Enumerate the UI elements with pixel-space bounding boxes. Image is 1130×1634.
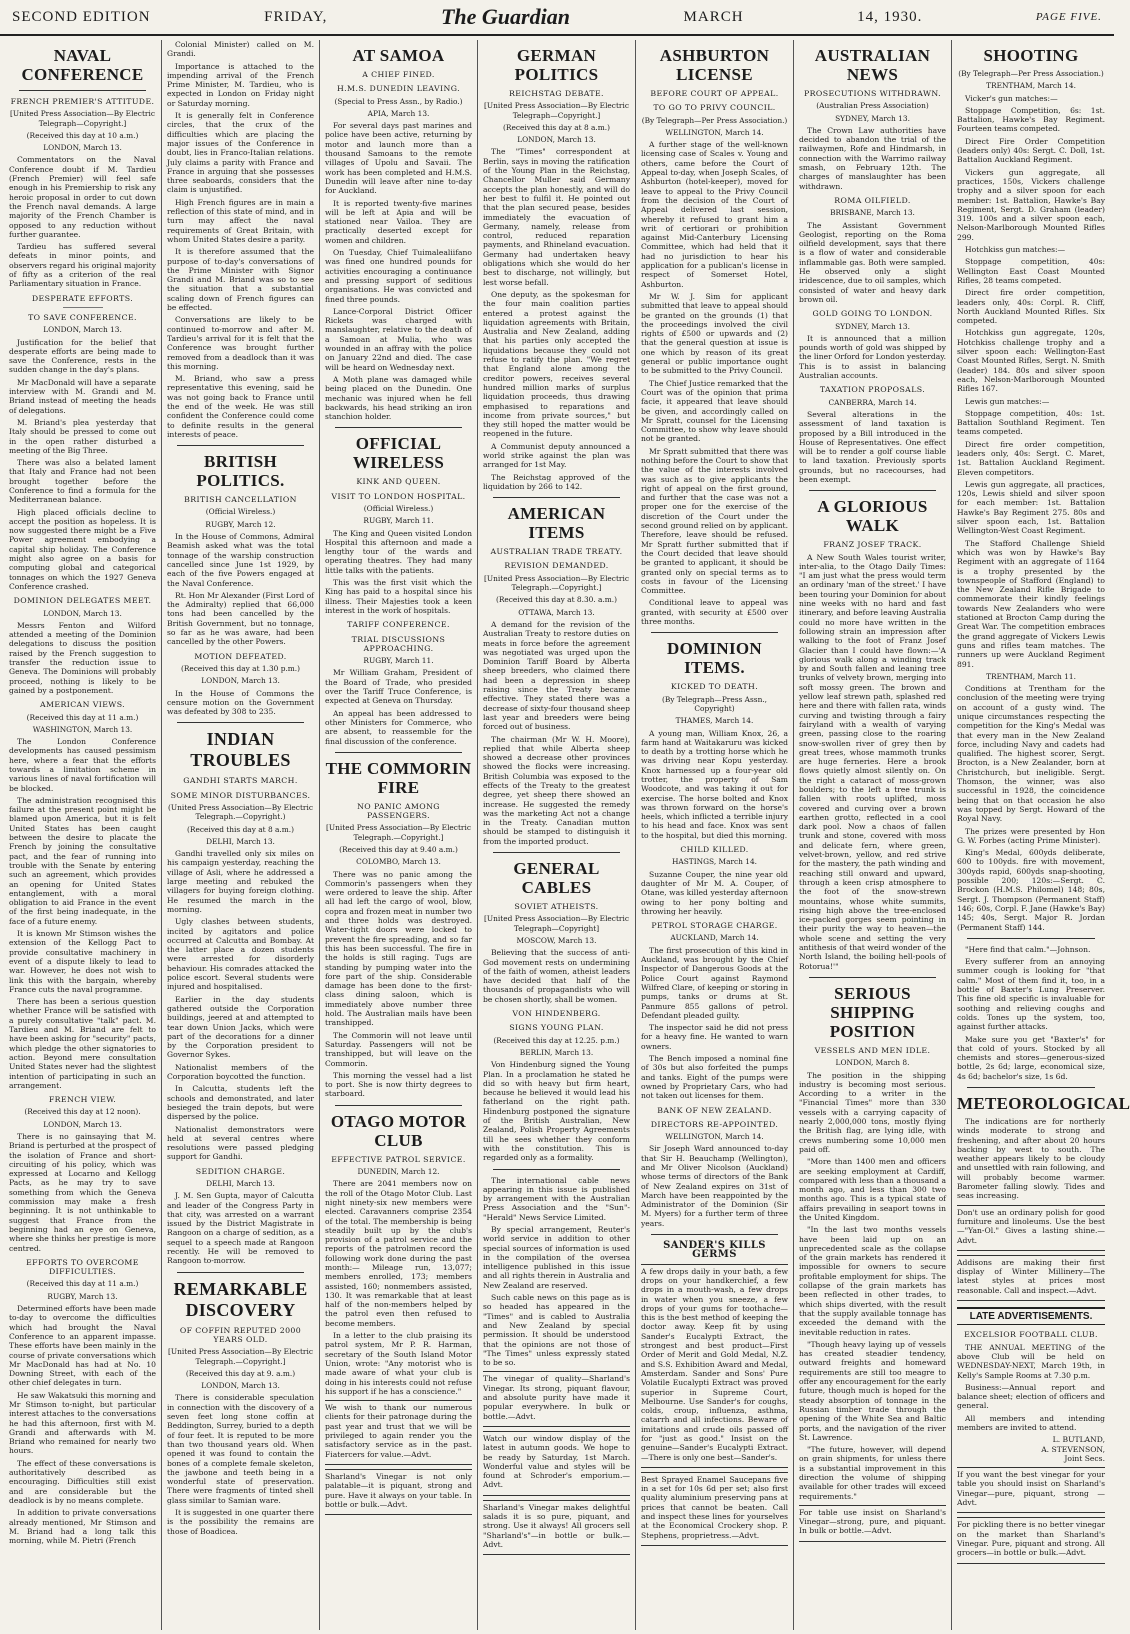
- headline-general-cables: GENERAL CABLES: [513, 859, 600, 898]
- subhead: CHILD KILLED.: [680, 845, 749, 855]
- dateline: RUGBY, March 11.: [363, 516, 434, 526]
- divider: [809, 490, 936, 491]
- paragraph: A demand for the revision of the Australian Treaty to restore duties on meats in force before the agreement was negotiated was urged upon the Dominion Tariff Board by Alberta sheep breeders, who claimed there had been a depression in sheep raising since the Treaty became effective. They stated there was a decrease of sixty-four thousand sheep last year and breeders were being forced out of business.: [483, 619, 630, 732]
- subhead: DIRECTORS RE-APPOINTED.: [650, 1119, 779, 1129]
- headline-serious-shipping: SERIOUS SHIPPING POSITION: [829, 983, 916, 1041]
- paragraph: Hotchkiss gun aggregate, 120s, Hotchkiss challenge trophy and a silver spoon each: Wellington-East Coast Mounted Rifles, Sergt. N. Smith (leader) 184. 80s and silver spoon each, Nelson-Marlborough Mounted Rifles 167.: [957, 328, 1105, 394]
- subhead: OF COFFIN REPUTED 2000 YEARS OLD.: [179, 1325, 302, 1344]
- divider: [177, 445, 304, 446]
- subhead: FRENCH VIEW.: [48, 1095, 117, 1105]
- dateline: DUNEDIN, March 12.: [357, 1167, 440, 1177]
- advertisement: [957, 1205, 1105, 1251]
- subhead: SIGNS YOUNG PLAN.: [509, 1023, 604, 1033]
- advertisement: [957, 1255, 1105, 1301]
- dateline: WASHINGTON, March 13.: [32, 724, 133, 734]
- paragraph: On Tuesday, Chief Tuimalealiifano was fined one hundred pounds for activities encouraging a continuance and pressing support of seditious organisations. He was convicted and fined three pounds.: [325, 248, 472, 304]
- credit-line: (Australian Press Association): [816, 101, 929, 111]
- paragraph: The effect of these conversations is authoritatively described as encouraging. Difficulties still exist and are considerable but the deadlock is by no means complete.: [9, 1458, 156, 1505]
- paragraph: The Chief Justice remarked that the Court was of the opinion that prima facie, it appeared that leave should be given, and accordingly called on Mr Spratt, counsel for the Licensing Committee, to show why leave should not be granted.: [641, 378, 788, 444]
- paragraph: Mr MacDonald will have a separate interview with M. Grandi and M. Briand instead of meeting the heads of delegations.: [9, 377, 156, 415]
- month-label: MARCH: [683, 8, 744, 25]
- dateline: BRISBANE, March 13.: [830, 208, 915, 218]
- dateline: AUCKLAND, March 14.: [670, 933, 759, 943]
- subhead: BRITISH CANCELLATION: [184, 495, 297, 505]
- column-4: [478, 40, 636, 1630]
- headline-shooting: SHOOTING: [983, 46, 1079, 65]
- page-columns: [4, 40, 1130, 1630]
- subhead: VESSELS AND MEN IDLE.: [814, 1045, 931, 1055]
- dateline: RUGBY, March 12.: [205, 519, 276, 529]
- divider: [335, 752, 462, 753]
- paragraph: Lewis gun matches:—: [965, 396, 1050, 406]
- credit-line: [United Press Association—By Electric Telegraph.—Copyright.]: [168, 1347, 313, 1366]
- edition-label: SECOND EDITION: [12, 8, 151, 25]
- paragraph: "In the last two months vessels have been laid up on an unprecedented scale as the collapse of the grain markets has rendered it impossible for owners to secure profitable employment for ships. The collapse of the grain markets has been reflected in other trades, to which ships diverted, with the result that the supply available tonnage has exceeded the demand with the inevitable reduction in rates.: [799, 1225, 946, 1337]
- paragraph: Nationalist demonstrators were held at several centres where resolutions were passed pledging support for Gandhi.: [167, 1124, 314, 1162]
- column-7: [952, 40, 1130, 1630]
- advertisement-text: Sharland's Vinegar makes delightful salads it is so pure, piquant, and strong. Use it always! All grocers sell "Sharland's"—in bottle or bulk.—Advt.: [483, 1502, 630, 1549]
- subhead: ROMA OILFIELD.: [834, 195, 911, 205]
- paragraph: The King and Queen visited London Hospital this afternoon and made a lengthy tour of the wards and operating theatres. They had many little talks with the patients.: [325, 528, 472, 575]
- divider: [493, 852, 620, 853]
- advertisement-text: The vinegar of quality—Sharland's Vinegar. Its strong, piquant flavour, and absolute purity have made it popular everywhere. In bulk or bottle.—Advt.: [483, 1374, 630, 1421]
- paragraph: There has been a serious question whether France will be satisfied with a purely consultative "talk" pact. M. Tardieu and M. Briand are felt to have been asking for "security" pacts, which pledge the other signatories to action. Beyond mere consultation United States never had the slightest intention of participating in such an arrangement.: [9, 997, 156, 1090]
- advertisement: [799, 1505, 946, 1542]
- paragraph: There is considerable speculation in connection with the discovery of a seven feet long stone coffin at Beddington, Surrey, buried to a depth of four feet. It is reputed to be more than two thousand years old. When opened it was found to contain the bones of a complete female skeleton, the jawbone and teeth being in a wonderful state of preservation. There were fragments of tinted shell glass similar to Samian ware.: [167, 1393, 314, 1505]
- credit-line: [United Press Association—By Electric Telegraph—Copyright.]: [484, 101, 629, 120]
- dateline: LONDON, March 13.: [43, 325, 122, 335]
- paragraph: Vicker's gun matches:—: [965, 93, 1058, 103]
- subhead: TO GO TO PRIVY COUNCIL.: [653, 103, 776, 113]
- credit-line: [United Press Association—By Electric Telegraph.—Copyright.]: [326, 823, 471, 842]
- subhead: REICHSTAG DEBATE.: [509, 89, 604, 98]
- paragraph: Mr W. J. Sim for applicant submitted that leave to appeal should be granted on the grounds (1) that the proceedings involved the civil rights of £500 or upwards and (2) that the general question at issue is one which by reason of its great general or public importance ought to be submitted to the Privy Council.: [641, 291, 788, 376]
- paragraph: In addition to private conversations already mentioned, Mr Stimson and M. Briand had a long talk this morning, while M. Pietri (French: [9, 1508, 156, 1546]
- headline-otago-motor-club: OTAGO MOTOR CLUB: [330, 1111, 467, 1150]
- paragraph: In the House of Commons, Admiral Beamish asked what was the total tonnage of the warship construction cancelled since June 1st 1929, by each of the five Powers engaged at the Naval Conference.: [167, 532, 314, 588]
- paragraph: The Commorin will not leave until Saturday. Passengers will not be transhipped, but will leave on the Commorin.: [325, 1030, 472, 1068]
- paragraph: The Reichstag approved of the liquidation by 266 to 142.: [483, 472, 630, 491]
- column-6: [794, 40, 952, 1630]
- dateline: APIA, March 13.: [367, 108, 430, 118]
- paragraph: A further stage of the well-known licensing case of Scales v. Young and others, came before the Court of Appeal to-day, when Joseph Scales, of Ashburton (hotel-keeper), moved for leave to appeal to the Privy Council from the decision of the Court of Appeal delivered last session, whereby it refused to grant him a writ of certiorari or prohibition against Mid-Canterbury Licensing Committee, which had held that it had no jurisdiction to hear his application for a publican's license in respect of Somerset Hotel, Ashburton.: [641, 140, 788, 289]
- advertisement: [483, 1431, 630, 1496]
- headline-commorin-fire: THE COMMORIN FIRE: [325, 758, 472, 797]
- received-line: (Received this day at 11 a.m.): [26, 1279, 139, 1289]
- paragraph: This morning the vessel had a list to port. She is now thirty degrees to starboard.: [325, 1070, 472, 1099]
- advertisement: [957, 1467, 1105, 1513]
- paragraph: By special arrangement, Reuter's world service in addition to other special sources of information is used in the compilation of the oversea intelligence published in this issue and all rights therein in Australia and New Zealand are reserved.: [483, 1224, 630, 1290]
- credit-line: (By Telegraph—Per Press Association.): [958, 69, 1104, 78]
- paragraph: A New South Wales tourist writer, inter-alia, to the Otago Daily Times: "I am just what the press would term an ordinary 'man of the street.' I have been touring your Dominion for about nine weeks with no hard and fast itinerary, and before leaving Australia could no more have written in the following strain an impression after walking to the foot of Franz Josef Glacier than I could have flown:—'A glorious walk along a winding track by and South fallen and leaning tree trunks of velvety brown, merging into soft mossy green. The brown and yellow leaf strewn path, splashed red here and there with fallen rata, winds curving and twisting through a fairy fairyland with a wealth of varying green, passing close to the roaring snow-swollen river of grey then by great trees, whose mammoth trunks are huge ferneries. Here a brook flows quietly almost silently on. On the right a cataract of moss-grown boulders; to the left a tree trunk is fallen with roots uplifted, moss covered and curving over a brown earthen grotto, reflected in a cool dark pool. Now a chaos of fallen trunk and stone, covered with moss and delicate fern, where green, velvet-brown, yellow, and red strive for the mastery, the path winding and reaching still onward and upward, through a keen crisp atmosphere to the foot of the snow-strewn mountains, whose white summits, rising high above the tree-enclosed ice-packed gorges seem pointing in their purity the way to heaven—the whole scene and setting the very antithesis of that weird wonder of the North Island, the boiling hell-pools of Rotorua!'": [799, 552, 946, 971]
- divider: [19, 90, 146, 91]
- dateline: DELHI, March 13.: [206, 836, 275, 846]
- paragraph: This was the first visit which the King has paid to a hospital since his illness. Their Majesties took a keen interest in the work of hospitals.: [325, 578, 472, 615]
- paragraph: Make sure you get "Baxter's" for that cold of yours. Stocked by all chemists and stores—generous-sized bottle, 2s 6d; large, economical size, 4s 6d; bachelor's size, 1s 6d.: [957, 1034, 1105, 1081]
- received-line: (Received this day at 8 a.m.): [187, 824, 294, 834]
- paragraph: Suzanne Couper, the nine year old daughter of Mr M. A. Couper, of Otane, was killed yesterday afternoon owing to her pony bolting and throwing her heavily.: [641, 869, 788, 916]
- paragraph: Stoppage competition, 40s: 1st. Battalion Southland Regiment. Ten teams competed.: [957, 408, 1105, 437]
- paragraph: The chairman (Mr W. H. Moore), replied that while Alberta sheep showed a decrease other provinces showed the flocks were increasing. British Columbia was exposed to the effects of the Treaty to the greatest degree, yet sheep there showed an increase. He suggested the remedy was the marketing Act not a change in the Treaty. Canadian mutton should be stamped to distinguish it from the imported product.: [483, 734, 630, 846]
- received-line: (Received this day at 9.40 a.m.): [339, 845, 458, 854]
- paragraph: Direct Fire Order Competition (leaders only) 40s: Sergt. C. Doll, 1st. Battalion Auckland Regiment.: [957, 136, 1105, 165]
- subhead: EFFORTS TO OVERCOME DIFFICULTIES.: [26, 1257, 139, 1277]
- headline-australian-news: AUSTRALIAN NEWS: [814, 46, 931, 84]
- paragraph: For several days past marines and police have been active, returning by motor and launch more than a thousand Samoans to the remote villages of Upolu and Savaii. The work has been completed and H.M.S. Dunedin will leave after nine to-day for Auckland.: [325, 121, 472, 196]
- paragraph: There was no panic among the Commorin's passengers when they were ordered to leave the ship. After all had left the cargo of wool, blow, copra and frozen meat in number two and three holds was destroyed. Water-tight doors were locked to prevent the fire spreading, and so far this has been successful. The fire in the holds is still raging. Tugs are standing by pumping water into the fore part of the ship. Considerable damage has been done to the first-class dining saloon, which is immediately above number three hold. The Australian mails have been transhipped.: [325, 869, 472, 1028]
- column-3: [320, 40, 478, 1630]
- paragraph: The first prosecution of this kind in Auckland, was brought by the Chief Inspector of Dangerous Goods at the Police Court against Raymond Wilfred Clare, of keeping or storing in pumps, tanks or drums at St. Panmure 855 gallons of petrol. Defendant pleaded guilty.: [641, 945, 788, 1020]
- paragraph: The administration recognised this failure at the present point might be blamed upon America, but it is felt United States has been caught between the desire to placate the French by joining the consultative pact, and the fear of running into trouble with the Senate by entering such an agreement, which provides an opening for United States entanglement, with a moral obligation to aid France in the event of the first being inadequate, in the face of a future enemy.: [9, 795, 156, 926]
- received-line: (Received this day at 8 a.m.): [503, 122, 610, 132]
- subhead: REVISION DEMANDED.: [504, 561, 609, 571]
- credit-line: [United Press Association—By Electric Telegraph.—Copyright.]: [484, 573, 629, 593]
- received-line: (Received this day at 9. a.m.): [185, 1368, 296, 1378]
- dateline: RUGBY, March 13.: [47, 1291, 118, 1301]
- paragraph: Conditions at Trentham for the conclusion of the meeting were trying on account of a gusty wind. The unique circumstances respecting the competition for the King's Medal was that every man in the New Zealand force, including Navy and cadets had qualified. The highest scorer, Sergt. Brocton, is a New Zealander, born at Christchurch, but ineligible. Sergt. Thomson, the winner, was also successful in 1928, the coincidence being that on that occasion he also was topped by Sergt. Howard of the Royal Navy.: [957, 684, 1105, 824]
- advertisement-text: Watch our window display of the latest in autumn goods. We hope to be ready by Saturday, 1st March. Wonderful value and styles will be found at Schroder's emporium.—Advt.: [483, 1433, 630, 1490]
- headline-meteorological: METEOROLOGICAL: [957, 1093, 1130, 1113]
- credit-line: (By Telegraph—Per Press Association.): [641, 115, 788, 125]
- headline-glorious-walk: A GLORIOUS WALK: [817, 497, 928, 536]
- paragraph: Such cable news on this page as is so headed has appeared in the "Times" and is cabled to Australia and New Zealand by special permission. It should be understood that the opinions are not those of "The Times" unless expressly stated to be so.: [483, 1293, 630, 1368]
- paragraph: The position in the shipping industry is becoming most serious. According to a writer in the "Financial Times" more than 330 vessels with a carrying capacity of nearly 2,000,000 tons, mostly flying the British flag, are lying idle, with crews numbering some 10,000 men paid off.: [799, 1070, 946, 1154]
- divider: [967, 938, 1095, 939]
- subhead: TARIFF CONFERENCE.: [347, 620, 450, 630]
- paragraph: The London Conference developments has caused pessimism here, where a fear that the efforts towards a limitation scheme in various lines of naval fortification will be blocked.: [9, 737, 156, 793]
- dateline: SYDNEY, March 13.: [835, 113, 910, 123]
- paragraph: M. Briand, who saw a press representative this evening, said he was not going back to France until the end of the week. He was still confident the Conference could come to definite results in the general interests of peace.: [167, 374, 314, 439]
- paragraph: Vickers gun aggregate, all practices, 150s, Vickers challenge trophy and a silver spoon for each member: 1st. Battalion, Hawke's Bay Regiment, Sergt. D. Graham (leader) 319. 100s and a silver spoon each, Nelson-Marlborough Mounted Rifles 299.: [957, 167, 1105, 242]
- paragraph: Hotchkiss gun matches:—: [965, 245, 1066, 255]
- paragraph: M. Briand's plea yesterday that Italy should be pressed to come out in the open rather disturbed a meeting of the Big Three.: [9, 417, 156, 455]
- masthead: [0, 0, 1114, 36]
- paragraph: It is suggested in one quarter there is the possibility the remains are those of Boadicea.: [167, 1508, 314, 1536]
- paragraph: There is no gainsaying that M. Briand is perturbed at the prospect of the isolation of France and short-circuiting of his policy, which was expressed at Locarno and Kellogg Pacts, as he may try to save something from which the Geneva commission may make a fresh beginning. It is not unthinkable to suggest that France from the beginning had an eye on Geneva, where she thinks her prestige is more centred.: [9, 1131, 156, 1253]
- paragraph: THE ANNUAL MEETING of the above Club will be held on WEDNESDAY-NEXT, March 19th, in Kelly's Sample Rooms at 7.30 p.m.: [957, 1342, 1105, 1380]
- divider: [651, 632, 778, 633]
- subhead: DESPERATE EFFORTS.: [31, 293, 134, 303]
- paragraph: The international cable news appearing in this issue is published by arrangement with the Australian Press Association and the "Sun"-"Herald" News Service Limited.: [483, 1175, 630, 1222]
- paragraph: In a letter to the club praising its patrol system, Mr P. R. Harman, secretary of the South Island Motor Union, wrote: "Any motorist who is made aware of what your club is doing in his interests could not refuse his support if he has a conscience.": [325, 1331, 472, 1396]
- subhead: H.M.S. DUNEDIN LEAVING.: [336, 84, 460, 94]
- paragraph: "Here find that calm."—Johnson.: [965, 944, 1091, 954]
- advertisement-text: For table use insist on Sharland's Vinegar—strong, pure, and piquant. In bulk or bottle.—Advt.: [799, 1507, 946, 1536]
- headline-at-samoa: AT SAMOA: [352, 46, 445, 65]
- paragraph: Colonial Minister) called on M. Grandi.: [167, 40, 314, 59]
- subhead: SEDITION CHARGE.: [195, 1166, 286, 1176]
- headline-dominion-items: DOMINION ITEMS.: [667, 639, 762, 678]
- credit-line: (Official Wireless.): [205, 507, 276, 517]
- headline-british-politics: BRITISH POLITICS.: [196, 452, 285, 491]
- paragraph: Rt. Hon Mr Alexander (First Lord of the Admiralty) replied that 66,000 tons had been cancelled by the British Government, but no tonnage, so far as he was aware, had been cancelled by the other Powers.: [167, 590, 314, 647]
- received-line: (Received this day at 11 a.m.): [26, 712, 139, 722]
- dateline: WELLINGTON, March 14.: [665, 1132, 764, 1142]
- advertisement: [483, 1371, 630, 1426]
- advertisement: [325, 1469, 472, 1515]
- paragraph: Mr William Graham, President of the Board of Trade, who presided over the Tariff Truce Conference, is expected at Geneva on Thursday.: [325, 668, 472, 706]
- dateline: MOSCOW, March 13.: [516, 935, 597, 945]
- column-2: [162, 40, 320, 1630]
- divider: [335, 1105, 462, 1106]
- paragraph: Business:—Annual report and balance sheet; election of officers and general.: [957, 1382, 1105, 1411]
- divider: [177, 1272, 304, 1273]
- advertisement: [483, 1500, 630, 1555]
- paragraph: Determined efforts have been made to-day to overcome the difficulties which had brought the Naval Conference to an apparent impasse. These efforts have been mainly in the course of private conversations which Mr MacDonald has had at No. 10 Downing Street, with each of the other chief delegates in turn.: [9, 1304, 156, 1388]
- subhead: FRANZ JOSEF TRACK.: [823, 540, 922, 550]
- subhead: AMERICAN VIEWS.: [39, 700, 126, 710]
- credit-line: [United Press Association—By Electric Telegraph—Copyright]: [484, 914, 629, 933]
- paragraph: In the House of Commons the censure motion on the Government was defeated by 308 to 235.: [167, 688, 314, 717]
- dateline: LONDON, March 8.: [835, 1058, 910, 1068]
- subhead: SOME MINOR DISTURBANCES.: [170, 790, 311, 800]
- advertisement-text: If you want the best vinegar for your table you should insist on Sharland's Vinegar—pure, piquant, strong —Advt.: [957, 1470, 1105, 1508]
- paragraph: Direct fire order competition, leaders only, 40s: Sergt. C. Maret, 1st. Battalion Auckland Regiment. Eleven competitors.: [957, 439, 1105, 477]
- paragraph: Several alterations in the assessment of land taxation is proposed by a Bill introduced in the House of Representatives. One effect will be to render a golf course liable to land taxation. Previously sports grounds, but no racecourses, had been exempt.: [799, 409, 946, 484]
- paragraph: High placed officials decline to accept the position as hopeless. It is now suggested there might be a Five Power agreement embodying a capital ship holiday. The Conference might also agree on a basis for computing global and categorical tonnages on which the 1927 Geneva Conference crashed.: [9, 507, 156, 591]
- paragraph: King's Medal, 600yds deliberate, 600 to 100yds. fire with movement, 300yds rapid, 600yds snap-shooting, possible 200; 120s:—Sergt. C. Brockon (H.M.S. Philomel) 148; 80s, Sergt. J. Thompson (Permanent Staff) 146; 60s, Corpl. F. Jane (Hawke's Bay) 145; 40s, Sergt. Major R. Jordan (Permanent Staff) 144.: [957, 848, 1105, 932]
- paragraph: Mr Spratt submitted that there was nothing before the Court to show that the value of the interests involved was such as to give applicants the right of appeal on the first ground, and further that the case was not a proper one for the exercise of the discretion of the Court under the second ground relied on by applicant. Therefore, leave should be refused. Mr Spratt further submitted that if the Court decided that leave should be granted to applicant, it should be granted only on special terms as to costs in favour of the Licensing Committee.: [641, 446, 788, 596]
- paragraph: Tardieu has suffered several defeats in minor points, and observers regard his original majority of fifty as a criterion of the real Parliamentary situation in France.: [9, 242, 156, 289]
- headline-indian-troubles: INDIAN TROUBLES: [190, 729, 291, 771]
- subhead: AUSTRALIAN TRADE TREATY.: [490, 547, 623, 557]
- paragraph: A young man, William Knox, 26, a farm hand at Waitakaruru was kicked to death by a trotting horse which he was driving near Kopu yesterday. Knox harnessed up a four-year old trotter, the property of Sam Woodcote, and was taking it out for exercise. The horse bolted and Knox was thrown forward on the horse's heels, which inflicted a terrible injury to his head and face. Knox was sent to the hospital, but died this morning.: [641, 728, 788, 840]
- subhead: GANDHI STARTS MARCH.: [183, 776, 298, 786]
- subhead: KINK AND QUEEN.: [356, 477, 441, 487]
- paragraph: Every sufferer from an annoying summer cough is looking for "that calm." Most of them find it, too, in a bottle of Baxter's Lung Preserver. This fine old specific is invaluable for soothing and relieving coughs and colds. Tones up the system, too, against further attacks.: [957, 957, 1105, 1032]
- advertisement: [325, 1400, 472, 1465]
- received-line: (Received this day at 12.25. p.m.): [493, 1035, 620, 1045]
- divider: [651, 1234, 778, 1235]
- subhead: GOLD GOING TO LONDON.: [812, 309, 933, 319]
- paragraph: "Though heavy laying up of vessels has created steadier tendency, outward freights and homeward requirements are still too meagre to offer any encouragement for the early future, though much is hoped for the steady absorption of tonnage in the Russian timber trade through the opening of the White Sea and Baltic ports, and the navigation of the river St. Lawrence.: [799, 1339, 946, 1442]
- dateline: SYDNEY, March 13.: [835, 321, 910, 331]
- paragraph: It is therefore assumed that the purpose of to-day's conversations of the Prime Minister with Signor Grandi and M. Briand was so to see the situation that a substantial scaling down of French figures can be effected.: [167, 247, 314, 313]
- paragraph: Sir Joseph Ward announced to-day that Sir H. Beauchamp (Wellington), and Mr Oliver Nicolson (Auckland) whose terms of directors of the Bank of New Zealand expires on 31st of March have been reappointed by the Administrator of the Dominion (Sir M. Myers) for a further term of three years.: [641, 1144, 788, 1228]
- paragraph: It is announced that a million pounds worth of gold was shipped by the liner Orford for London yesterday. This is to assist in balancing Australian accounts.: [799, 333, 946, 381]
- paragraph: Messrs Fenton and Wilford attended a meeting of the Dominion delegations to discuss the position raised by the French suggestion to transfer the reduction issue to Geneva. The Dominions will probably proceed, nothing is likely to be gained by a postponement.: [9, 620, 156, 695]
- divider: [493, 497, 620, 498]
- paragraph: Gandhi travelled only six miles on his campaign yesterday, reaching the village of Asli, where he addressed a large meeting and rebuked the villagers for buying foreign clothing. He resumed the march in the morning.: [167, 849, 314, 914]
- paragraph: J. M. Sen Gupta, mayor of Calcutta and leader of the Congress Party in that city, was arrested on a warrant issued by the District Magistrate in Rangoon on a charge of sedition, as a sequel to a speech made at Rangoon recently. He will be removed to Rangoon to-morrow.: [167, 1191, 314, 1266]
- subhead: A CHIEF FINED.: [362, 70, 435, 79]
- dateline: LONDON, March 13.: [43, 143, 122, 153]
- paragraph: Conditional leave to appeal was granted, with security at £500 over three months.: [641, 598, 788, 627]
- divider: [63, 307, 103, 308]
- paragraph: Believing that the success of anti-God movement rests on undermining of the faith of women, atheist leaders have decided that half of the thousands of propagandists who will be chosen shortly, shall be women.: [483, 948, 630, 1004]
- signature: Joint Secs.: [1064, 1453, 1105, 1463]
- subhead: VISIT TO LONDON HOSPITAL.: [331, 491, 466, 501]
- received-line: (Received this day at 10 a.m.): [26, 130, 139, 140]
- advertisement-heading: SANDER'S KILLS GERMS: [663, 1240, 766, 1261]
- paragraph: One deputy, as the spokesman for the four main coalition parties entered a protest against the liquidation agreements with Britain, Australia and New Zealand, adding that his parties only accepted the liquidations because they could not refuse to ratify the plan. "We regret that England alone among the creditor powers, receives several hundred million marks of surplus liquidation proceeds, thus drawing emphasised to reparations and income from private sources," but they still hoped the matter would be reopened in the future.: [483, 289, 630, 439]
- subhead: EFFECTIVE PATROL SERVICE.: [331, 1154, 466, 1164]
- date-label: 14, 1930.: [857, 8, 923, 25]
- page-number: PAGE FIVE.: [1035, 11, 1102, 23]
- paragraph: There are 2041 members now on the roll of the Otago Motor Club. Last night ninety-six new members were elected. Caravanners comprise 2354 of the total. The membership is being steadily built up by the club's provision of a patrol service and the reports of the patrolmen record the following work done during the past month:— Mileage run, 13,077; members enrolled, 173; members assisted, 160; nonmembers assisted, 130. It was remarkable that at least half of the non-members helped by the patrol even then refused to become members.: [325, 1179, 472, 1328]
- subhead: PETROL STORAGE CHARGE.: [651, 921, 778, 931]
- signature: A. STEVENSON,: [1041, 1444, 1105, 1454]
- subhead: EXCELSIOR FOOTBALL CLUB.: [964, 1330, 1098, 1340]
- paragraph: Commentators on the Naval Conference doubt if M. Tardieu (French Premier) will feel safe enough in his Premiership to risk any heroic proposal in order to cut down the French naval demands. A large majority of the French Chamber is opposed to any reduction without further guarantee.: [9, 155, 156, 239]
- advertisement-text: Don't use an ordinary polish for good furniture and linoleums. Use the best —"Yan-Ol." Gives a lasting shine.—Advt.: [957, 1207, 1105, 1245]
- credit-line: (Official Wireless.): [363, 503, 434, 513]
- dateline: LONDON, March 13.: [201, 1381, 280, 1391]
- subhead: PROSECUTIONS WITHDRAWN.: [804, 89, 941, 98]
- paragraph: Justification for the belief that desperate efforts are being made to save the Conference, rests in the sudden change in the day's plans.: [9, 337, 156, 375]
- paragraph: He saw Wakatsuki this morning and Mr Stimson to-night, but particular interest attaches to the conversations he had this afternoon, first with M. Grandi and afterwards with M. Briand who remained for nearly two hours.: [9, 1390, 156, 1456]
- dateline: LONDON, March 13.: [201, 676, 280, 686]
- newspaper-title: The Guardian: [440, 4, 570, 29]
- advertisement: [641, 1472, 788, 1546]
- paragraph: There was also a belated lament that Italy and France had not been brought together before the Conference to find a formula for the Mediterranean balance.: [9, 458, 156, 505]
- dateline: LONDON, March 13.: [43, 608, 122, 618]
- column-5: [636, 40, 794, 1630]
- late-advertisements-heading: LATE ADVERTISEMENTS.: [957, 1307, 1105, 1325]
- dateline: CANBERRA, March 14.: [828, 397, 917, 407]
- divider: [177, 722, 304, 723]
- paragraph: The Bench imposed a nominal fine of 30s but also forfeited the pumps and tanks. Eight of the pumps were owned by Proprietary Cars, who had not taken out licenses for them.: [641, 1054, 788, 1101]
- credit-line: (By Telegraph—Press Assn., Copyright): [661, 694, 768, 713]
- paragraph: Lance-Corporal District Officer Rickets was charged with manslaughter, relative to the death of a Samoan at Mulia, who was wounded in an affray with the police on January 22nd and died. The case will be heard on Wednesday next.: [325, 306, 472, 372]
- headline-remarkable-discovery: REMARKABLE DISCOVERY: [173, 1278, 308, 1320]
- headline-official-wireless: OFFICIAL WIRELESS: [352, 434, 445, 473]
- dateline: LONDON, March 13.: [43, 1119, 122, 1129]
- dateline: TRENTHAM, March 11.: [986, 671, 1076, 681]
- divider: [493, 1169, 620, 1170]
- paragraph: The prizes were presented by Hon G. W. Forbes (acting Prime Minister).: [957, 826, 1105, 845]
- advertisement-text: Best Sprayed Enamel Saucepans five in a set for 10s 6d per set; also first quality aluminium preserving pans at prices that cannot be beaten. Call and inspect these lines for yourselves at the Economical Crockery shop. P. Stephens, proprietress.—Advt.: [641, 1474, 788, 1540]
- paragraph: "More than 1400 men and officers are seeking employment at Cardiff, compared with less than a thousand a month ago, and less than 300 two months ago. This is a typical state of affairs prevailing in seaport towns in the United Kingdom.: [799, 1157, 946, 1222]
- advertisement-text: Addisons are making their first display of Winter Millinery—The latest styles at prices most reasonable. Call and inspect.—Advt.: [957, 1257, 1105, 1295]
- received-line: (Received this day at 1.30 p.m.): [180, 663, 301, 673]
- paragraph: High French figures are in main a reflection of this state of mind, and in turn may affect the naval requirements of Great Britain, with whom United States desire a parity.: [167, 197, 314, 244]
- advertisement: [957, 1517, 1105, 1563]
- subhead: SOVIET ATHEISTS.: [514, 902, 599, 912]
- subhead: TAXATION PROPOSALS.: [819, 385, 926, 395]
- headline-ashburton-license: ASHBURTON LICENSE: [659, 46, 770, 84]
- advertisement-text: A few drops daily in your bath, a few drops on your handkerchief, a few drops in a mouth-wash, a few drops in water when you sneeze, a few drops of your gums for toothache—this is the best method of keeping the doctor away. Keep fit by using Sander's Eucalypti Extract, the strongest and best product—First Order of Merit and Gold Medal, N.Z. and S.S. Exhibition Award and Medal, Amsterdam. Sander and Sons' Pure Volatile Eucalypti Extract was proved superior in Supreme Court, Melbourne. Use Sander's for coughs, colds, croup, influenza, asthma, catarrh and all infections. Beware of imitations and crude oils passed off for "just as good." Insist on the genuine—Sander's Eucalypti Extract.—There is only one best—Sander's.: [641, 1266, 788, 1462]
- signature: L. BUTLAND,: [1052, 1435, 1105, 1445]
- paragraph: Ugly clashes between students, incited by agitators and police occurred at Calcutta and Bombay. At the latter place a dozen students were arrested for disorderly behaviour. His comrades attacked the police escort. Several students were injured and hospitalised.: [167, 917, 314, 992]
- column-1: [4, 40, 162, 1630]
- divider: [809, 977, 936, 978]
- paragraph: Importance is attached to the impending arrival of the French Prime Minister, M. Tardieu, who is expected in London on Friday night or Saturday morning.: [167, 61, 314, 108]
- paragraph: An appeal has been addressed to other Ministers for Commerce, who are absent, to reassemble for the final discussion of the conference.: [325, 708, 472, 746]
- dateline: TRENTHAM, March 14.: [986, 81, 1076, 91]
- paragraph: Nationalist members of the Corporation boycotted the function.: [167, 1062, 314, 1082]
- paragraph: The Crown Law authorities have decided to abandon the trial of the railwaymen, Rofe and Hindmarsh, in connection with the Warrimo railway smash, on February 12th. The charges of manslaughter has been withdrawn.: [799, 125, 946, 191]
- paragraph: All members and intending members are invited to attend.: [957, 1413, 1105, 1432]
- paragraph: It is reported twenty-five marines will be left at Apia and will be stationed near Vailoa. They are practically deserted except for women and children.: [325, 198, 472, 245]
- paragraph: The indications are for northerly winds moderate to strong and freshening, and after about 20 hours backing by west to south. The weather appears likely to be cloudy and unsettled with rain following, and will probably become warmer. Barometer falling slowly. Tides and seas increasing.: [957, 1116, 1105, 1201]
- headline-naval-conference: NAVAL CONFERENCE: [21, 46, 144, 84]
- dateline: BERLIN, March 13.: [519, 1047, 594, 1057]
- headline-american-items: AMERICAN ITEMS: [507, 504, 606, 543]
- dateline: RUGBY, March 11.: [363, 656, 434, 666]
- advertisement-text: For pickling there is no better vinegar on the market than Sharland's Vinegar. Pure, piquant and strong. All grocers—in bottle or bulk.—Advt.: [957, 1520, 1105, 1558]
- credit-line: (United Press Association—By Electric Telegraph.—Copyright.): [168, 803, 313, 822]
- paragraph: Stoppage Competition, 6s: 1st. Battalion, Hawke's Bay Regiment. Fourteen teams competed.: [957, 105, 1105, 134]
- paragraph: Lewis gun aggregate, all practices, 120s, Lewis shield and silver spoon for each member: 1st. Battalion Hawke's Bay Regiment 275. 80s and silver spoon each, 1st. Battalion Wellington-West Coast Regiment.: [957, 479, 1105, 536]
- paragraph: It is generally felt in Conference circles, that the crux of the difficulties which are placing the major issues of the Conference in doubt, lies in Franco-Italian relations. July claims a parity with France and France in arguing that she possesses three seaboards, considers that the claim is unjustified.: [167, 111, 314, 195]
- advertisement-text: Sharland's Vinegar is not only palatable—it is piquant, strong and pure. Have it always on your table. In bottle or bulk.—Advt.: [325, 1471, 472, 1509]
- headline-german-politics: GERMAN POLITICS: [514, 46, 599, 84]
- paragraph: Conversations are likely to be continued to-morrow and after M. Tardieu's arrival for it is felt that the Conference was brought further removed from a deadlock than it was this morning.: [167, 315, 314, 371]
- advertisement: [641, 1264, 788, 1468]
- paragraph: A Communist deputy announced a world strike against the plan was arranged for 1st May.: [483, 441, 630, 470]
- subhead: BANK OF NEW ZEALAND.: [657, 1105, 772, 1115]
- paragraph: Direct fire order competition, leaders only, 40s: Corpl. R. Cliff, North Auckland Mounted Rifles. Six competed.: [957, 288, 1105, 326]
- subhead: TRIAL DISCUSSIONS APPROACHING.: [351, 634, 446, 653]
- paragraph: The Stafford Challenge Shield which was won by Hawke's Bay Regiment with an aggregate of 1164 is a trophy presented by the townspeople of Stafford (England) to the New Zealand Rifle Brigade to commemorate their kindly feelings towards New Zealanders who were stationed at Brocton Camp during the Great War. The competition embraces the grand aggregate of Vickers Lewis guns and rifles team matches. The runners up were Auckland Regiment 891.: [957, 538, 1105, 669]
- paragraph: Von Hindenburg signed the Young Plan. In a proclamation he stated he did so with heavy but firm heart, because he believed it would lead his fatherland on the right path. Hindenburg postponed the signature of the British Australian, New Zealand, Polish Property Agreements till he sees whether they conform with the constitution. This is regarded only as a formality.: [483, 1060, 630, 1163]
- divider: [335, 427, 462, 428]
- credit-line: [United Press Association—By Electric Telegraph—Copyright.]: [10, 109, 155, 128]
- credit-line: (Special to Press Assn., by Radio.): [334, 96, 463, 106]
- advertisement-text: We wish to thank our numerous clients for their patronage during the past year and trust that we will be privileged to again render you the satisfactory service as in the past. Fiatercers for value.—Advt.: [325, 1403, 472, 1459]
- dateline: WELLINGTON, March 14.: [665, 127, 764, 137]
- subhead: TO SAVE CONFERENCE.: [28, 312, 137, 322]
- dateline: LONDON, March 13.: [517, 135, 596, 145]
- dateline: HASTINGS, March 14.: [671, 857, 758, 867]
- subhead: BEFORE COURT OF APPEAL.: [650, 89, 779, 98]
- paragraph: "The future, however, will depend on grain shipments, for unless there is a substantial improvement in this direction the volume of shipping available for other trades will exceed requirements.": [799, 1445, 946, 1501]
- paragraph: It is known Mr Stimson wishes the extension of the Kellogg Pact to provide consultative machinery in event of a dispute likely to lead to war. However, he does not wish to link this with the bargain, whereby France cuts the naval programme.: [9, 929, 156, 994]
- paragraph: Stoppage competition, 40s: Wellington East Coast Mounted Rifles, 28 teams competed.: [957, 257, 1105, 285]
- dateline: THAMES, March 14.: [675, 716, 754, 726]
- dateline: OTTAWA, March 13.: [518, 607, 595, 617]
- paragraph: The Assistant Government Geologist, reporting on the Roma oilfield development, says that there is a flow of water and considerable inflammable gas. Both were sampled. He observed only a slight iridescence, due to oil samples, which consisted of water and heavy dark brown oil.: [799, 220, 946, 304]
- paragraph: A Moth plane was damaged while being placed on the Dunedin. One mechanic was injured when he fell backwards, his head striking an iron stanchion holder.: [325, 374, 472, 422]
- received-line: (Received this day at 8.30. a.m.): [495, 595, 618, 605]
- paragraph: The inspector said he did not press for a heavy fine. He wanted to warn owners.: [641, 1023, 788, 1051]
- paragraph: The "Times" correspondent at Berlin, says in moving the ratification of the Young Plan in the Reichstag, Chancellor Muller said Germany accepts the plan honestly, and will do her best to fulfil it. He pointed out that the plan secured pease, besides immediately the evacuation of Germany, namely, release from control, reduced reparation payments, and Rhineland evacuation. Germany had undertaken heavy obligations which she would do her best to discharge, not willingly, but lest worse befall.: [483, 147, 630, 287]
- subhead: NO PANIC AMONG PASSENGERS.: [357, 801, 440, 821]
- subhead: MOTION DEFEATED.: [194, 651, 287, 661]
- dateline: COLOMBO, March 13.: [356, 857, 441, 867]
- subhead: VON HINDENBERG.: [512, 1009, 601, 1019]
- paragraph: In Calcutta, students left the schools and demonstrated, and later besieged the train depots, but were dispersed by the police.: [167, 1084, 314, 1122]
- dateline: DELHI, March 13.: [206, 1178, 275, 1188]
- divider: [967, 1087, 1095, 1088]
- subhead: DOMINION DELEGATES MEET.: [13, 596, 152, 606]
- day-label: FRIDAY,: [264, 8, 328, 25]
- subhead: FRENCH PREMIER'S ATTITUDE.: [10, 97, 155, 106]
- subhead: KICKED TO DEATH.: [670, 682, 759, 692]
- received-line: (Received this day at 12 noon).: [24, 1107, 141, 1117]
- paragraph: Earlier in the day students gathered outside the Corporation buildings, jeered at and attempted to tear down Union Jacks, which were part of the decorations for a dinner by the Corporation president to Governor Sykes.: [167, 994, 314, 1060]
